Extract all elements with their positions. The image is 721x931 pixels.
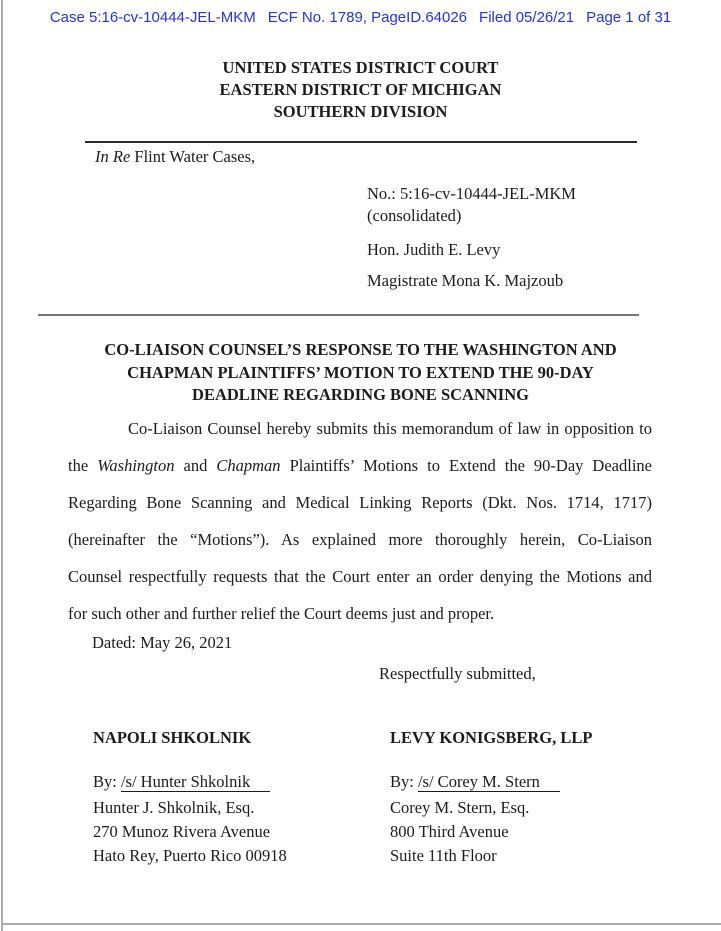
caption-bottom-rule [38, 314, 639, 316]
body-text-line [68, 558, 652, 595]
attorney-address-2: Suite 11th Floor [390, 846, 497, 865]
body-text-line [68, 521, 652, 558]
body-text-segment: and [174, 456, 217, 475]
magistrate-judge: Magistrate Mona K. Majzoub [367, 271, 564, 290]
attorney-name: Hunter J. Shkolnik, Esq. [93, 798, 255, 817]
electronic-signature: /s/ Corey M. Stern [418, 772, 560, 792]
court-name: UNITED STATES DISTRICT COURT [222, 58, 499, 77]
firm-name: LEVY KONIGSBERG, LLP [390, 728, 593, 747]
body-text-line [68, 595, 652, 632]
court-district: EASTERN DISTRICT OF MICHIGAN [219, 80, 502, 99]
case-name-italic: Chapman [216, 456, 281, 475]
body-text-line [68, 410, 652, 447]
firm-name: NAPOLI SHKOLNIK [93, 728, 252, 747]
by-prefix: By: [390, 772, 418, 791]
respectfully-submitted: Respectfully submitted, [379, 664, 536, 683]
body-text-line [68, 447, 652, 484]
case-number: No.: 5:16-cv-10444-JEL-MKM [367, 184, 576, 203]
body-text-segment: Counsel respectfully requests that the Court enter an order denying the Motions and [68, 567, 652, 586]
case-caption-in-re: In Re [95, 147, 131, 166]
ecf-filed-date: Filed 05/26/21 [479, 9, 575, 26]
body-text-segment: the [68, 456, 98, 475]
body-text-segment: for such other and further relief the Court deems just and proper. [68, 604, 495, 623]
motion-title-line: CHAPMAN PLAINTIFFS’ MOTION TO EXTEND THE 90-DAY [127, 362, 594, 382]
page-left-edge [1, 0, 3, 931]
case-consolidated: (consolidated) [367, 206, 462, 225]
attorney-address-1: 270 Munoz Rivera Avenue [93, 822, 271, 841]
caption-top-rule [85, 141, 637, 143]
body-text-line [68, 484, 652, 521]
body-paragraph [68, 410, 652, 632]
ecf-doc-number: ECF No. 1789, PageID.64026 [267, 9, 468, 26]
attorney-address-1: 800 Third Avenue [390, 822, 509, 841]
court-header [0, 57, 721, 123]
body-text-segment: (hereinafter the “Motions”). As explained more thoroughly herein, Co-Liaison [68, 530, 652, 549]
signature-by-line [390, 772, 592, 792]
ecf-stamp-header [0, 9, 721, 27]
case-name-italic: Washington [97, 456, 175, 475]
case-number-block [367, 183, 576, 227]
signature-by-line [93, 772, 287, 792]
signature-block-napoli [93, 728, 287, 868]
attorney-address-2: Hato Rey, Puerto Rico 00918 [93, 846, 287, 865]
motion-title-line: CO-LIAISON COUNSEL’S RESPONSE TO THE WASHINGTON AND [104, 340, 617, 359]
dated-line: Dated: May 26, 2021 [92, 633, 233, 652]
signature-block-levy-konigsberg [390, 728, 592, 868]
case-caption [95, 147, 255, 167]
page-bottom-edge [1, 923, 721, 925]
presiding-judge: Hon. Judith E. Levy [367, 240, 501, 259]
body-text-segment: Co-Liaison Counsel hereby submits this memorandum of law in opposition to [128, 419, 652, 438]
court-division: SOUTHERN DIVISION [273, 102, 448, 121]
ecf-case-number: Case 5:16-cv-10444-JEL-MKM [49, 9, 256, 26]
case-caption-name: Flint Water Cases, [130, 147, 256, 166]
electronic-signature: /s/ Hunter Shkolnik [121, 772, 270, 792]
ecf-page-number: Page 1 of 31 [586, 9, 672, 26]
motion-title [0, 339, 721, 407]
body-text-segment: Plaintiffs’ Motions to Extend the 90-Day Deadline [280, 456, 652, 475]
motion-title-line: DEADLINE REGARDING BONE SCANNING [192, 385, 529, 404]
body-text-segment: Regarding Bone Scanning and Medical Linking Reports (Dkt. Nos. 1714, 1717) [68, 493, 652, 512]
attorney-name: Corey M. Stern, Esq. [390, 798, 530, 817]
by-prefix: By: [93, 772, 121, 791]
